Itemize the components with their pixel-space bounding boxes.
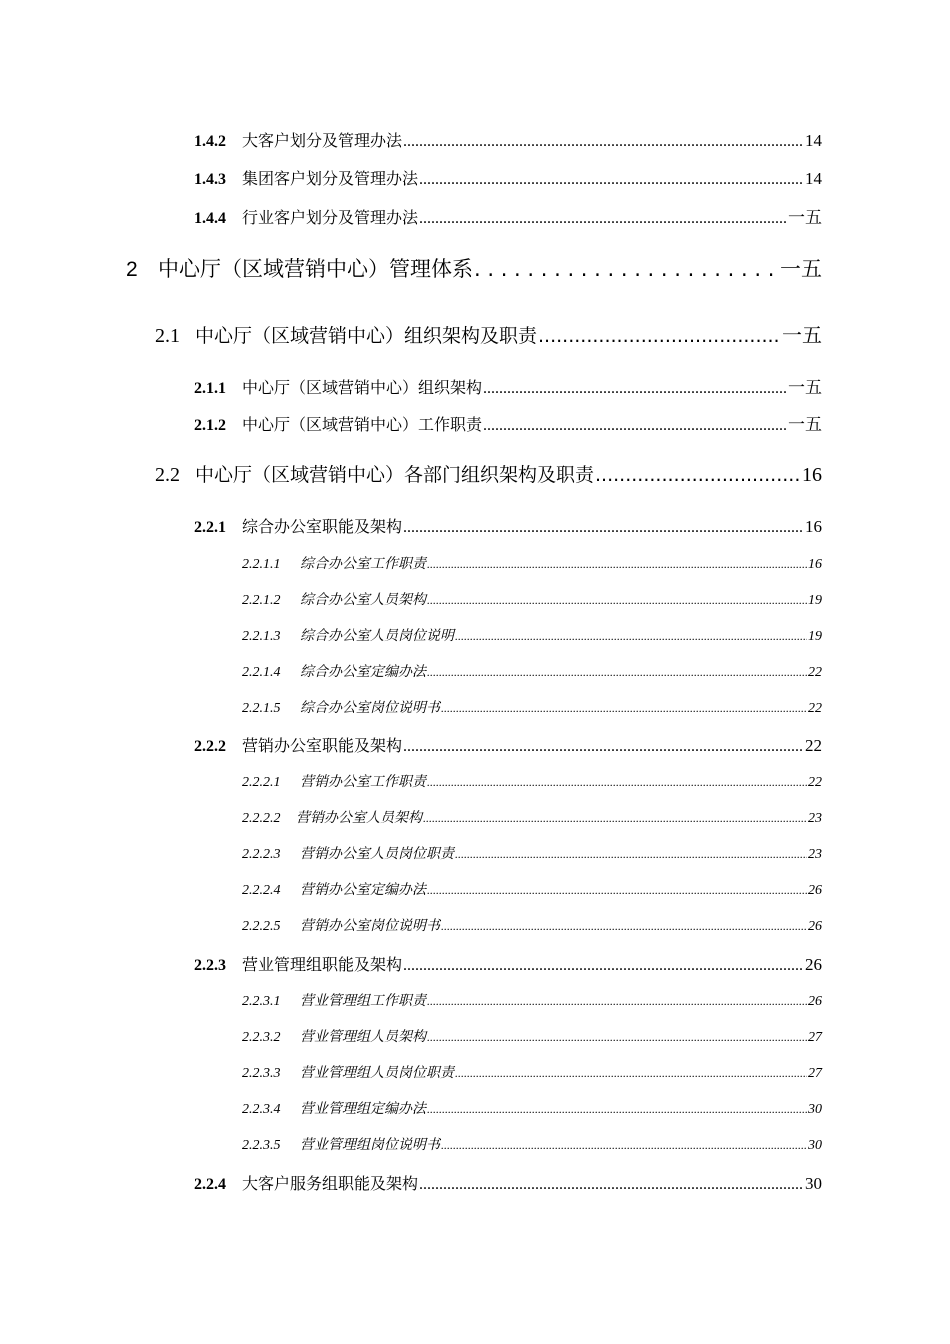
toc-leader <box>403 133 804 151</box>
toc-leader <box>419 210 787 228</box>
toc-entry-2-2-3[interactable] <box>194 952 822 975</box>
toc-leader <box>427 1102 807 1117</box>
toc-title: 综合办公室岗位说明书 <box>300 700 440 716</box>
toc-page: 一五 <box>788 378 822 397</box>
toc-number: 2.2.1.4 <box>242 665 281 680</box>
toc-number: 2.2 <box>155 464 180 486</box>
toc-leader <box>441 1138 807 1153</box>
toc-title: 营销办公室定编办法 <box>300 882 426 898</box>
toc-leader <box>427 665 807 680</box>
toc-entry-2-2-3-5[interactable] <box>242 1134 822 1154</box>
toc-entry-2-2-3-1[interactable] <box>242 990 822 1010</box>
toc-title: 中心厅（区域营销中心）工作职责 <box>242 415 483 434</box>
toc-number: 2.1.2 <box>194 417 226 434</box>
toc-title: 中心厅（区域营销中心）管理体系 <box>158 257 473 281</box>
toc-entry-2-2-3-2[interactable] <box>242 1026 822 1046</box>
toc-page: 27 <box>808 1030 822 1045</box>
toc-leader <box>427 883 807 898</box>
toc-entry-2-2-2[interactable] <box>194 733 822 756</box>
toc-title: 行业客户划分及管理办法 <box>242 208 419 227</box>
toc-entry-2-2-1-4[interactable] <box>242 661 822 681</box>
toc-page: 30 <box>808 1102 822 1117</box>
toc-number: 2.2.3.1 <box>242 994 281 1009</box>
toc-title: 综合办公室工作职责 <box>300 556 426 572</box>
toc-title: 营业管理组职能及架构 <box>242 955 403 974</box>
toc-page: 23 <box>808 811 822 826</box>
toc-number: 2.2.1.3 <box>242 629 281 644</box>
toc-leader <box>483 417 787 435</box>
toc-title: 营业管理组人员架构 <box>300 1029 426 1045</box>
toc-leader <box>403 957 804 975</box>
toc-page: 16 <box>802 464 822 486</box>
toc-page: 22 <box>808 665 822 680</box>
toc-leader <box>455 629 807 644</box>
toc-leader <box>427 775 807 790</box>
toc-leader <box>403 738 804 756</box>
toc-number: 2.2.2.2 <box>242 811 281 826</box>
toc-leader <box>403 519 804 537</box>
toc-number: 2.2.1.5 <box>242 701 281 716</box>
toc-leader <box>423 811 807 826</box>
toc-title: 综合办公室人员架构 <box>300 592 426 608</box>
toc-title: 营业管理组岗位说明书 <box>300 1137 440 1153</box>
toc-page: 30 <box>808 1138 822 1153</box>
toc-page: 一五 <box>780 257 822 281</box>
toc-page: 30 <box>805 1174 822 1193</box>
toc-number: 2.2.2.4 <box>242 883 281 898</box>
toc-title: 综合办公室职能及架构 <box>242 517 403 536</box>
toc-leader <box>419 171 804 189</box>
toc-entry-1-4-3[interactable] <box>194 166 822 189</box>
toc-number: 2.1.1 <box>194 380 226 397</box>
toc-leader <box>419 1176 804 1194</box>
toc-title: 综合办公室定编办法 <box>300 664 426 680</box>
toc-number: 2.2.3 <box>194 957 226 974</box>
toc-leader <box>595 464 801 486</box>
toc-number: 2.2.1.1 <box>242 557 281 572</box>
toc-page: 26 <box>808 919 822 934</box>
toc-page: 19 <box>808 593 822 608</box>
toc-number: 2.2.2.5 <box>242 919 281 934</box>
toc-number: 2.2.3.4 <box>242 1102 281 1117</box>
toc-page: 14 <box>805 131 822 150</box>
toc-entry-2-1-1[interactable] <box>194 373 822 398</box>
toc-title: 营业管理组工作职责 <box>300 993 426 1009</box>
toc-page: 一五 <box>782 325 822 347</box>
toc-entry-2-2-3-4[interactable] <box>242 1098 822 1118</box>
toc-page: 一五 <box>788 415 822 434</box>
toc-entry-2-2-2-1[interactable] <box>242 771 822 791</box>
toc-entry-1-4-4[interactable] <box>194 203 822 228</box>
toc-number: 2.2.2.1 <box>242 775 281 790</box>
toc-page: 23 <box>808 847 822 862</box>
toc-title: 营销办公室岗位说明书 <box>300 918 440 934</box>
toc-page: 22 <box>808 775 822 790</box>
toc-entry-2-2-1[interactable] <box>194 514 822 537</box>
toc-page: 14 <box>805 169 822 188</box>
toc-entry-2-2-3-3[interactable] <box>242 1062 822 1082</box>
toc-title: 中心厅（区域营销中心）各部门组织架构及职责 <box>195 464 595 486</box>
toc-number: 1.4.2 <box>194 133 226 150</box>
toc-number: 2.2.2.3 <box>242 847 281 862</box>
toc-page: 26 <box>808 994 822 1009</box>
toc-page: 16 <box>808 557 822 572</box>
toc-page: 16 <box>805 517 822 536</box>
toc-leader <box>427 1030 807 1045</box>
toc-entry-2-2-4[interactable] <box>194 1171 822 1194</box>
toc-leader <box>441 701 807 716</box>
toc-number: 2.2.3.3 <box>242 1066 281 1081</box>
toc-entry-2-2-2-3[interactable] <box>242 843 822 863</box>
toc-title: 营业管理组定编办法 <box>300 1101 426 1117</box>
toc-leader <box>427 994 807 1009</box>
toc-entry-2-2-2-2[interactable] <box>242 807 822 827</box>
toc-page: 26 <box>808 883 822 898</box>
toc-title: 大客户服务组职能及架构 <box>242 1174 419 1193</box>
toc-page: 26 <box>805 955 822 974</box>
toc-entry-2-2-1-3[interactable] <box>242 625 822 645</box>
toc-number: 2.2.4 <box>194 1176 226 1193</box>
toc-entry-2-1[interactable] <box>155 319 822 348</box>
toc-entry-2-2-2-4[interactable] <box>242 879 822 899</box>
toc-title: 大客户划分及管理办法 <box>242 131 403 150</box>
toc-entry-2[interactable] <box>126 253 822 283</box>
toc-leader <box>538 325 781 347</box>
toc-entry-2-1-2[interactable] <box>194 410 822 435</box>
toc-leader <box>427 557 807 572</box>
toc-title: 营销办公室人员岗位职责 <box>300 846 454 862</box>
toc-number: 2.2.3.5 <box>242 1138 281 1153</box>
toc-number: 2.2.1.2 <box>242 593 281 608</box>
toc-leader <box>474 257 779 281</box>
toc-page: 19 <box>808 629 822 644</box>
toc-title: 中心厅（区域营销中心）组织架构 <box>242 378 483 397</box>
toc-number: 2.1 <box>155 325 180 347</box>
toc-number: 2.2.1 <box>194 519 226 536</box>
toc-number: 1.4.4 <box>194 210 226 227</box>
toc-entry-1-4-2[interactable] <box>194 128 822 151</box>
toc-leader <box>427 593 807 608</box>
toc-leader <box>455 847 807 862</box>
toc-page: 22 <box>805 736 822 755</box>
toc-title: 中心厅（区域营销中心）组织架构及职责 <box>195 325 538 347</box>
toc-page: 22 <box>808 701 822 716</box>
toc-number: 2.2.3.2 <box>242 1030 281 1045</box>
toc-title: 营销办公室人员架构 <box>296 810 422 826</box>
toc-entry-2-2[interactable] <box>155 460 822 487</box>
toc-title: 营业管理组人员岗位职责 <box>300 1065 454 1081</box>
toc-page: 一五 <box>788 208 822 227</box>
toc-number: 1.4.3 <box>194 171 226 188</box>
toc-number: 2.2.2 <box>194 738 226 755</box>
toc-entry-2-2-2-5[interactable] <box>242 915 822 935</box>
toc-title: 营销办公室职能及架构 <box>242 736 403 755</box>
toc-leader <box>441 919 807 934</box>
toc-entry-2-2-1-5[interactable] <box>242 697 822 717</box>
toc-title: 营销办公室工作职责 <box>300 774 426 790</box>
toc-title: 综合办公室人员岗位说明 <box>300 628 454 644</box>
toc-leader <box>455 1066 807 1081</box>
toc-number: 2 <box>126 258 138 281</box>
toc-page: 27 <box>808 1066 822 1081</box>
toc-entry-2-2-1-2[interactable] <box>242 589 822 609</box>
toc-entry-2-2-1-1[interactable] <box>242 553 822 573</box>
toc-leader <box>483 380 787 398</box>
toc-title: 集团客户划分及管理办法 <box>242 169 419 188</box>
